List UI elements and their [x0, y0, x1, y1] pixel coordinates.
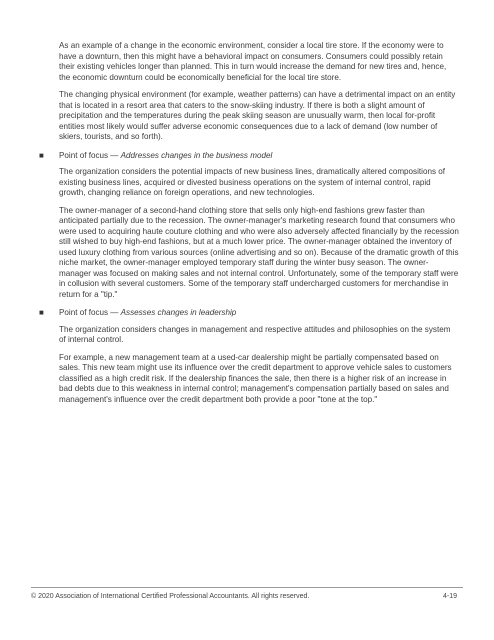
page-number: 4-19 — [443, 593, 458, 600]
square-bullet-icon: ■ — [39, 150, 44, 160]
square-bullet-icon: ■ — [39, 308, 44, 317]
paragraph-car-dealership: For example, a new management team at a used-car dealership might be partially compensated based on sales. This new team might use its influence over the credit department to approve vehicle sales to customers classified as a high credit risk. If the dealership finances the sale, then there is a higher risk of an increase in bad debts due to this weakness in internal control; management's compensation partially based on sales and management's influence over the credit department both provide a poor "tone at the top." — [59, 352, 452, 404]
point-of-focus-label: Point of focus — — [59, 308, 121, 317]
point-of-focus-title: Assesses changes in leadership — [120, 308, 237, 317]
footer-divider — [31, 587, 463, 588]
footer-copyright: © 2020 Association of International Certified Professional Accountants. All rights reserved. — [31, 593, 310, 600]
bullet-point-leadership — [36, 308, 459, 319]
paragraph-business-lines: The organization considers the potential impacts of new business lines, dramatically altered compositions of existing business lines, acquired or divested business operations on the system of internal control, rapid growth, changing reliance on foreign operations, and new technologies. — [59, 167, 446, 197]
paragraph-physical-environment: The changing physical environment (for example, weather patterns) can have a detrimental impact on an entity that is located in a resort area that caters to the snow-skiing industry. If there is both a slight amount of precipitation and the temperatures during the peak skiing season are unusually warm, then local for-profit entities most likely would suffer adverse economic consequences due to a lack of demand (low number of skiers, tourists, and so forth). — [59, 90, 456, 141]
point-of-focus-title: Addresses changes in the business model — [120, 150, 273, 160]
paragraph-tire-store: As an example of a change in the economic environment, consider a local tire store. If the economy were to have a downturn, then this might have a behavioral impact on consumers. Consumers could possibly retain their existing vehicles longer than planned. This in turn would increase the demand for new tires and, hence, the economic downturn could be economically beneficial for the local tire store. — [59, 41, 447, 82]
paragraph-clothing-store: The owner-manager of a second-hand clothing store that sells only high-end fashions grew faster than anticipated partially due to the recession. The owner-manager's marketing research found that consumers who were used to acquiring haute couture clothing and who were also adversely affected financially by the recession still wished to buy high-end fashions, but at a much lower price. The owner-manager obtained the inventory of used luxury clothing from various sources (online advertising and so on). Because of the dramatic growth of this niche market, the owner-manager employed temporary staff during the winter busy season. The owner-manager was focused on making sales and not internal control. Unfortunately, some of the temporary staff were in collusion with several customers. Some of the temporary staff undercharged customers for merchandise in return for a "tip." — [59, 205, 459, 299]
point-of-focus-label: Point of focus — — [59, 150, 121, 160]
bullet-point-business-model — [36, 151, 459, 162]
body-content — [39, 41, 459, 412]
paragraph-management-changes: The organization considers changes in management and respective attitudes and philosophies on the system of internal control. — [59, 324, 451, 344]
